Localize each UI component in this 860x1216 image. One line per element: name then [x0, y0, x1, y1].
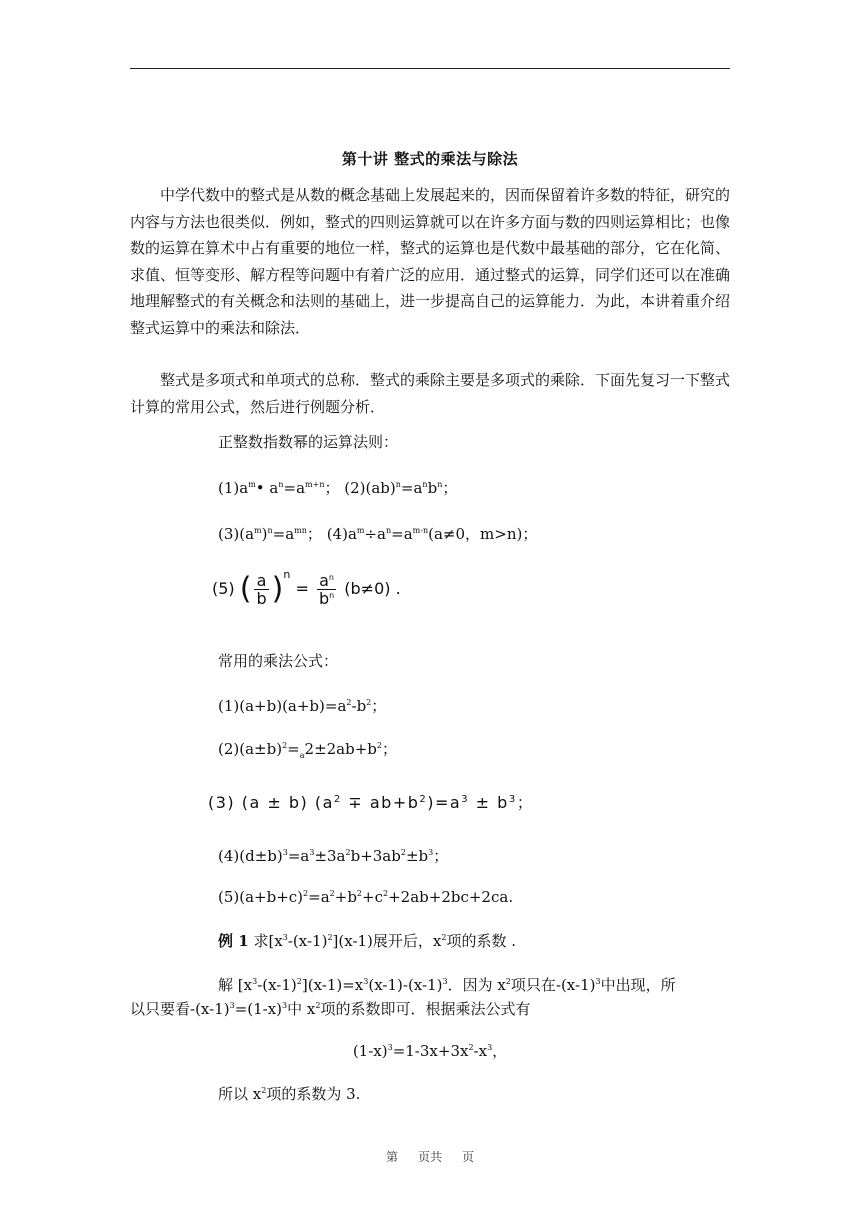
formula-3: (3) (a ± b) $(a^2 \mp ab+b^2)=a^3 \pm b^3$；: [208, 793, 535, 812]
multiplication-formulas-label: 常用的乘法公式：: [218, 652, 339, 670]
solution-line-1: 解 $[x^3-(x-1)^2](x-1)=x^3(x-1)-(x-1)^3$．因为 $x^2$项只在$-(x-1)^3$中出现，所: [218, 976, 676, 994]
page-footer: 第 页共 页: [385, 1150, 475, 1164]
intro-paragraph: [130, 182, 730, 341]
example-label: 例 1: [218, 932, 249, 950]
intro-text: 中学代数中的整式是从数的概念基础上发展起来的，因而保留着许多数的特征，研究的内容与方法也很类似．例如，整式的四则运算就可以在许多方面与数的四则运算相比；也像数的运算在算术中占有重要的地位一样，整式的运算也是代数中最基础的部分，它在化简、求值、恒等变形、解方程等问题中有着广泛的应用．通过整式的运算，同学们还可以在准确地理解整式的有关概念和法则的基础上，进一步提高自己的运算能力．为此，本讲着重介绍整式运算中的乘法和除法．: [130, 186, 731, 337]
solution-conclusion: 所以 $x^2$项的系数为 3.: [218, 1085, 361, 1103]
solution-line-2: 以只要看$-(x-1)^3=(1-x)^3$中 $x^2$项的系数即可．根据乘法公式有: [130, 1000, 531, 1018]
solution-equation: $(1-x)^3=1-3x+3x^2-x^3$，: [352, 1042, 508, 1060]
formula-2: $(2)(a\pm b)^2=_a2\pm 2ab+b^2$；: [218, 740, 398, 760]
rule-line-1: $(1)a^m•$ $a^n=a^{m+n}$； $(2)(ab)^n=a^nb^n$；: [218, 479, 458, 497]
formula-5: $(5)(a+b+c)^2=a^2+b^2+c^2+2ab+2bc+2ca$.: [218, 888, 514, 906]
formula-1: $(1)(a+b)(a+b)=a^2-b^2$；: [218, 697, 387, 715]
overview-paragraph: [130, 367, 730, 420]
rule-line-2: $(3)(a^m)^n=a^{mn}$； $(4)a^m\div a^n=a^{m-n}(a\ne 0$，m>n)；: [218, 525, 538, 543]
formula-4: $(4)(d\pm b)^3=a^3\pm 3a^2b+3ab^2\pm b^3$；: [218, 847, 449, 865]
header-rule: [130, 68, 730, 69]
lecture-title: 第十讲 整式的乘法与除法: [341, 150, 519, 168]
example-1: 例 1 求$[x^3-(x-1)^2](x-1)$展开后，$x^2$项的系数 .: [218, 932, 517, 950]
rule-5-formula: (5) ( $\frac{a}{b}$ )$^n$ = $\frac{a^n}{b^n}$ (b≠0) .: [212, 568, 401, 608]
overview-text: 整式是多项式和单项式的总称．整式的乘除主要是多项式的乘除．下面先复习一下整式计算的常用公式，然后进行例题分析．: [130, 371, 731, 416]
exponent-rules-label: 正整数指数幂的运算法则：: [218, 433, 399, 451]
